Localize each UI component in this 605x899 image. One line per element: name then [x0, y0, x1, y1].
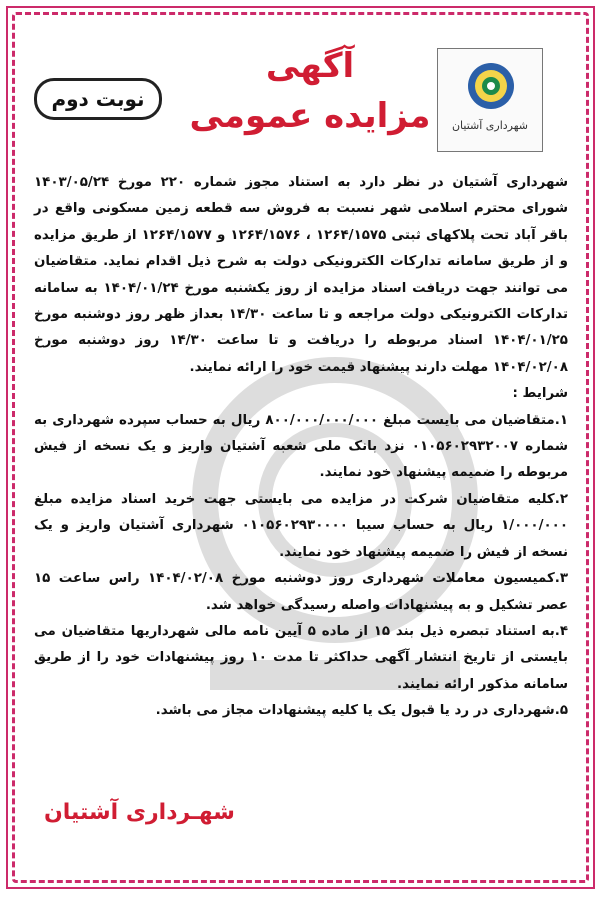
round-badge: نوبت دوم — [34, 78, 162, 120]
intro-paragraph: شهرداری آشتیان در نظر دارد به استناد مجوز شماره ۲۲۰ مورخ ۱۴۰۳/۰۵/۲۴ شورای محترم اسلامی شهر نسبت به فروش سه قطعه زمین مسکونی واقع در باقر آباد تحت پلاکهای ثبتی ۱۲۶۴/۱۵۷۵ ، ۱۲۶۴/۱۵۷۶ و ۱۲۶۴/۱۵۷۷ از طریق مزایده و از طریق سامانه تدارکات الکترونیکی دولت به شرح ذیل اقدام نماید. متقاضیان می توانند جهت دریافت اسناد مزایده از روز یکشنبه مورخ ۱۴۰۴/۰۱/۲۴ به سامانه تدارکات الکترونیکی دولت مراجعه و تا ساعت ۱۴/۳۰ بعداز ظهر روز دوشنبه مورخ ۱۴۰۴/۰۱/۲۵ اسناد مربوطه را دریافت و تا ساعت ۱۴/۳۰ روز دوشنبه مورخ ۱۴۰۴/۰۲/۰۸ مهلت دارند پیشنهاد قیمت خود را ارائه نمایند. — [34, 175, 568, 375]
logo-caption: شهرداری آشتیان — [451, 119, 529, 132]
notice-title: آگهی — [265, 46, 355, 86]
condition-item: ۳.کمیسیون معاملات شهرداری روز دوشنبه مورخ ۱۴۰۴/۰۲/۰۸ راس ساعت ۱۵ عصر تشکیل و به پیشنهادات واصله رسیدگی خواهد شد. — [34, 571, 569, 613]
municipality-logo — [437, 48, 543, 152]
condition-item: ۴.به استناد تبصره ذیل بند ۱۵ از ماده ۵ آیین نامه مالی شهرداریها متقاضیان می بایستی از تاریخ انتشار آگهی حداکثر تا مدت ۱۰ روز پیشنهادات خود را از طریق سامانه مذکور ارائه نمایند. — [34, 623, 569, 692]
condition-item: ۱.متقاضیان می بایست مبلغ ۸۰۰/۰۰۰/۰۰۰/۰۰۰ ریال به حساب سپرده شهرداری به شماره ۰۱۰۵۶۰۲۹۳۲۰۰۷ نزد بانک ملی شعبه آشتیان واریز و یک نسخه از فیش مربوطه را ضمیمه پیشنهاد خود نمایند. — [34, 412, 568, 481]
notice-body — [34, 170, 568, 725]
signature: شهـرداری آشتیان — [44, 800, 235, 825]
notice-subtitle: مزایده عمومی — [189, 96, 431, 136]
emblem-icon — [466, 61, 516, 111]
condition-item: ۲.کلیه متقاضیان شرکت در مزایده می بایستی جهت خرید اسناد مزایده مبلغ ۱/۰۰۰/۰۰۰ ریال به حساب سیبا ۰۱۰۵۶۰۲۹۳۰۰۰۰ شهرداری آشتیان واریز و یک نسخه از فیش را ضمیمه پیشنهاد خود نمایند. — [34, 491, 569, 560]
condition-item: ۵.شهرداری در رد یا قبول یک یا کلیه پیشنهادات مجاز می باشد. — [155, 703, 568, 719]
conditions-heading: شرایط : — [512, 386, 568, 402]
